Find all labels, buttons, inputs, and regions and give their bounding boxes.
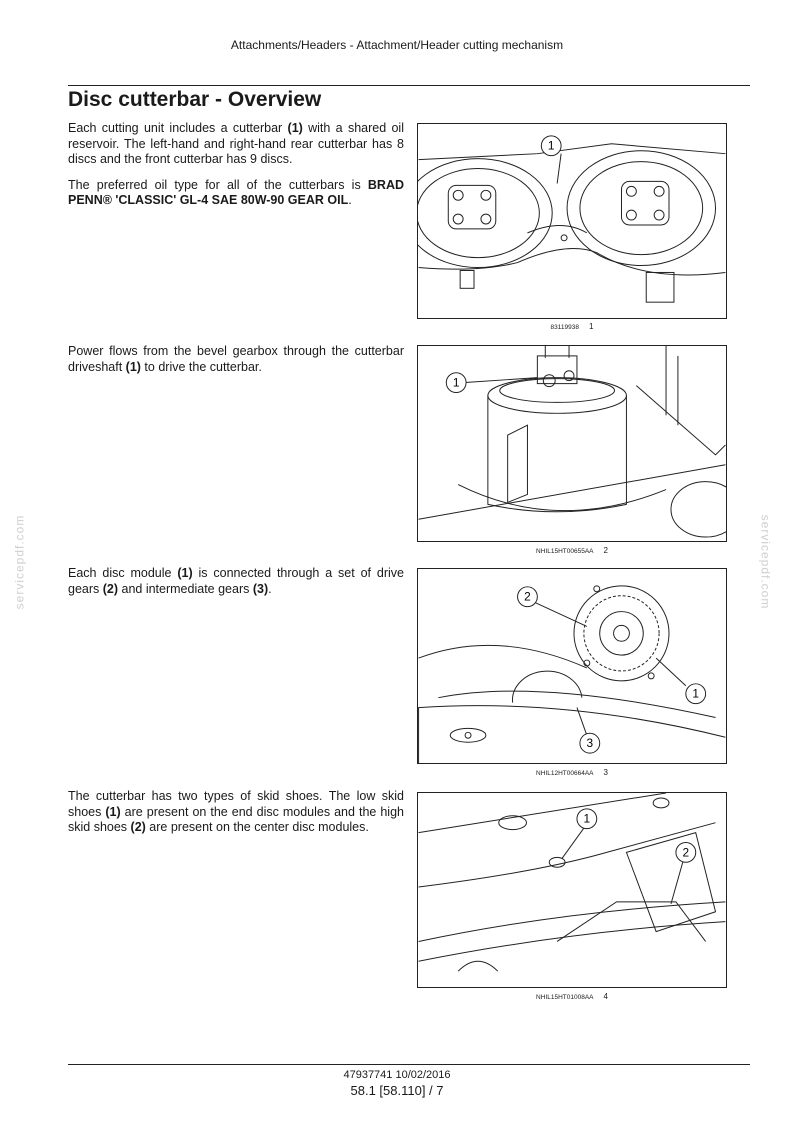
section-3-text — [68, 566, 404, 607]
bold-text: (1) — [287, 121, 303, 135]
bold-text: BRAD PENN® 'CLASSIC' GL-4 SAE 80W-90 GEAR OIL — [68, 177, 404, 207]
bold-text: (2) — [130, 820, 146, 834]
figure-1-callout-1: 1 — [547, 138, 555, 153]
page-title: Disc cutterbar - Overview — [68, 88, 322, 111]
figure-1-illustration — [418, 124, 726, 318]
figure-4-illustration — [418, 793, 726, 987]
bold-text: (1) — [105, 804, 121, 819]
paragraph — [68, 344, 404, 375]
figure-1-number: 1 — [588, 322, 594, 331]
watermark-left: servicepdf.com — [12, 514, 27, 610]
footer-doc-line: 47937741 10/02/2016 — [343, 1069, 451, 1081]
figure-4-number: 4 — [603, 992, 608, 1001]
text-run: and intermediate gears — [118, 581, 253, 596]
figure-3-number: 3 — [603, 768, 608, 777]
footer-rule — [68, 1064, 750, 1065]
bold-text: (1) — [177, 566, 193, 580]
figure-2-caption — [417, 546, 727, 555]
text-run: with a shared oil reservoir. The left-hand and right-hand rear cutterbar has 8 discs and the front cutterbar has 9 discs. — [68, 121, 404, 166]
watermark-right: servicepdf.com — [758, 514, 773, 610]
text-run: Each cutting unit includes a cutterbar — [68, 121, 288, 135]
figure-3-callout-1: 1 — [692, 686, 700, 701]
figure-1-caption — [417, 322, 727, 331]
section-1-text — [68, 121, 404, 219]
figure-4-callout-2: 2 — [682, 845, 690, 860]
text-run: Power flows from the bevel gearbox through the cutterbar driveshaft — [68, 344, 404, 374]
paragraph — [68, 178, 404, 209]
figure-1 — [417, 123, 727, 319]
figure-3 — [417, 568, 727, 764]
header-rule — [68, 85, 750, 86]
text-run: to drive the cutterbar. — [140, 359, 262, 374]
bold-text: (1) — [125, 359, 141, 374]
text-run: Each disc module — [68, 566, 178, 580]
text-run: The cutterbar has two types of skid shoes. The low skid shoes — [68, 789, 404, 819]
paragraph — [68, 789, 404, 836]
figure-3-callout-3: 3 — [586, 736, 594, 751]
text-run: . — [268, 581, 272, 596]
text-run: The preferred oil type for all of the cutterbars is — [68, 177, 368, 192]
figure-3-callout-2: 2 — [524, 589, 531, 604]
bold-text: (3) — [252, 581, 269, 596]
running-header: Attachments/Headers - Attachment/Header cutting mechanism — [230, 38, 564, 52]
figure-2-callout-1: 1 — [452, 375, 460, 390]
figure-2-code: NHIL15HT00655AA — [536, 548, 594, 555]
figure-2-illustration — [418, 346, 726, 541]
text-run: are present on the end disc modules and the high skid shoes — [68, 804, 404, 834]
figure-4-callout-1: 1 — [583, 811, 591, 826]
figure-3-illustration — [418, 569, 726, 763]
figure-4 — [417, 792, 727, 988]
figure-4-caption — [417, 992, 727, 1001]
text-run: is connected through a set of drive gears — [68, 566, 404, 596]
bold-text: (2) — [102, 581, 119, 596]
figure-1-code: 83119938 — [550, 324, 579, 331]
footer-page-line: 58.1 [58.110] / 7 — [350, 1083, 444, 1098]
paragraph — [68, 121, 404, 168]
figure-2 — [417, 345, 727, 542]
section-4-text — [68, 789, 404, 846]
figure-3-caption — [417, 768, 727, 777]
figure-3-code: NHIL12HT00664AA — [536, 770, 594, 777]
figure-2-number: 2 — [603, 546, 608, 555]
paragraph — [68, 566, 404, 597]
figure-4-code: NHIL15HT01008AA — [536, 994, 594, 1001]
section-2-text — [68, 344, 404, 385]
text-run: . — [348, 193, 352, 207]
text-run: are present on the center disc modules. — [145, 820, 369, 834]
